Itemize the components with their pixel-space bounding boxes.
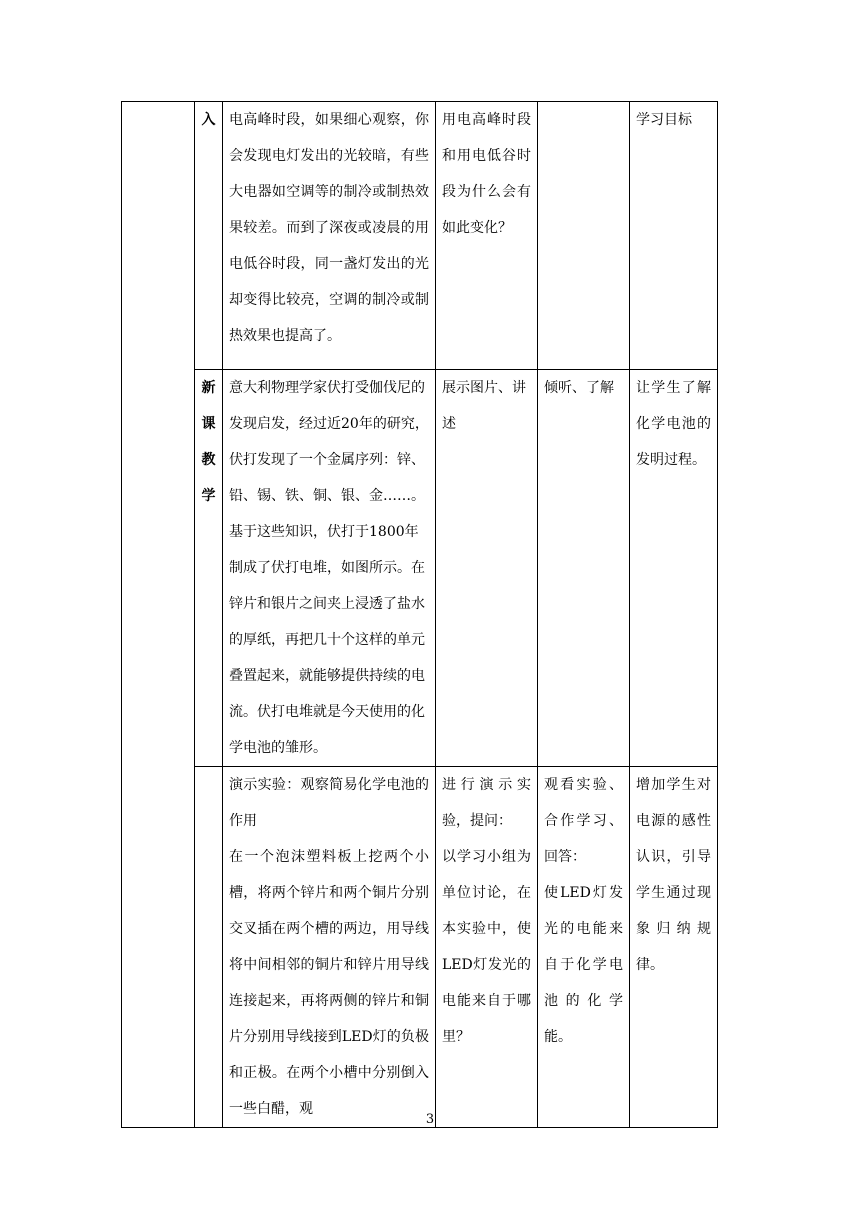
table-row — [122, 370, 718, 767]
teacher-activity-text: 用电高峰时段和用电低谷时段为什么会有如此变化？ — [442, 112, 531, 236]
content-text: 电高峰时段，如果细心观察，你会发现电灯发出的光较暗，有些大电器如空调等的制冷或制热效果较差。而到了深夜或凌晨的用电低谷时段，同一盏灯发出的光却变得比较亮，空调的制冷或制热效果也提高了。 — [229, 112, 429, 344]
stage-char: 入 — [201, 112, 216, 128]
stage-char: 课 — [201, 416, 216, 432]
table-row — [122, 767, 718, 1128]
student-activity-text: 观看实验、合作学习、回答： 使LED灯发光的电能来自于化学电池的化学能。 — [544, 777, 623, 1045]
design-intent-cell — [630, 370, 718, 767]
student-activity-cell — [538, 370, 630, 767]
table-row — [122, 102, 718, 370]
design-intent-text: 增加学生对电源的感性认识，引导学生通过现象归纳规律。 — [636, 777, 711, 973]
teacher-activity-text: 进行演示实验，提问： 以学习小组为单位讨论，在本实验中，使LED灯发光的电能来自于哪里？ — [442, 777, 531, 1045]
teacher-activity-cell — [436, 370, 538, 767]
design-intent-cell — [630, 767, 718, 1128]
stage-cell — [195, 102, 223, 370]
stage-cell — [195, 767, 223, 1128]
stage-char: 学 — [201, 488, 216, 504]
stage-char: 教 — [201, 452, 216, 468]
content-text: 演示实验：观察简易化学电池的作用 在一个泡沫塑料板上挖两个小槽，将两个锌片和两个铜片分别交叉插在两个槽的两边，用导线将中间相邻的铜片和锌片用导线连接起来，再将两侧的锌片和铜片分别用导线接到LED灯的负极和正极。在两个小槽中分别倒入一些白醋，观 — [229, 777, 429, 1117]
teacher-activity-cell — [436, 767, 538, 1128]
lesson-plan-table — [121, 101, 718, 1128]
design-intent-text: 让学生了解化学电池的发明过程。 — [636, 380, 711, 468]
blank-column-cell — [122, 102, 195, 1128]
content-text: 意大利物理学家伏打受伽伐尼的发现启发，经过近20年的研究，伏打发现了一个金属序列：锌、铅、锡、铁、铜、银、金……。基于这些知识，伏打于1800年制成了伏打电堆，如图所示。在锌片和银片之间夹上浸透了盐水的厚纸，再把几十个这样的单元叠置起来，就能够提供持续的电流。伏打电堆就是今天使用的化学电池的雏形。 — [229, 380, 429, 756]
content-cell — [223, 370, 436, 767]
content-cell — [223, 767, 436, 1128]
design-intent-text: 学习目标 — [636, 112, 692, 128]
teacher-activity-cell — [436, 102, 538, 370]
teacher-activity-text: 展示图片、讲述 — [442, 380, 526, 432]
stage-char: 新 — [201, 380, 216, 396]
student-activity-text: 倾听、了解 — [544, 380, 614, 396]
stage-cell — [195, 370, 223, 767]
page-number: 3 — [425, 1112, 435, 1127]
student-activity-cell — [538, 102, 630, 370]
design-intent-cell — [630, 102, 718, 370]
student-activity-cell — [538, 767, 630, 1128]
content-cell — [223, 102, 436, 370]
